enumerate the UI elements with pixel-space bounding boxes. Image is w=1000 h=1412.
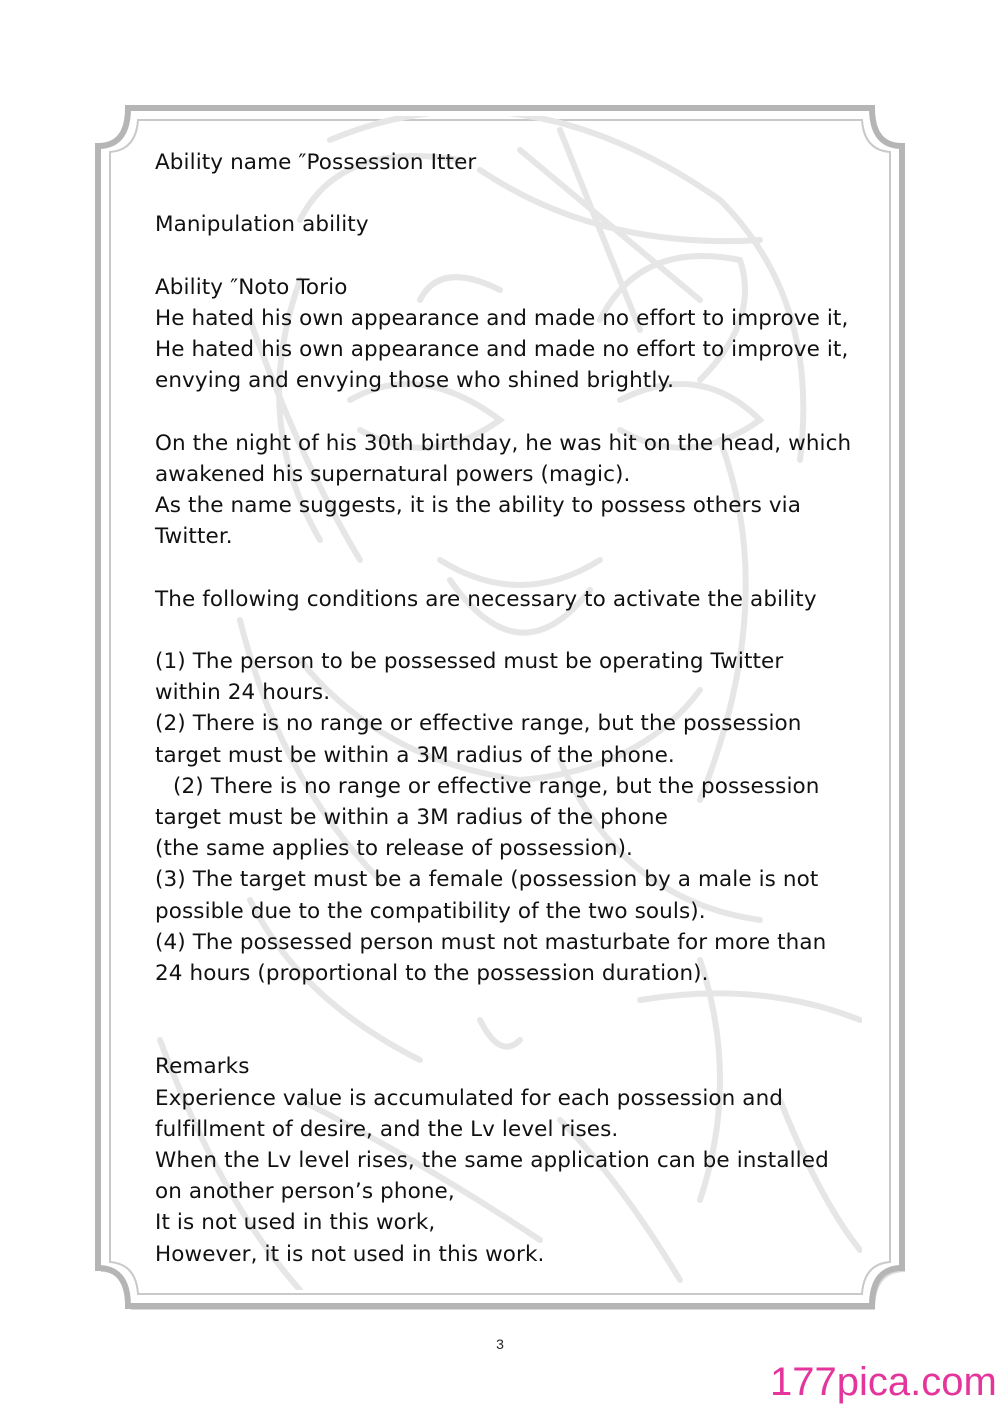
text-line: He hated his own appearance and made no effort to improve it, xyxy=(155,305,849,331)
text-line: However, it is not used in this work. xyxy=(155,1241,545,1267)
text-line: 24 hours (proportional to the possession duration). xyxy=(155,960,709,986)
blank-line xyxy=(155,989,875,1020)
text-line: possible due to the compatibility of the two souls). xyxy=(155,898,706,924)
document-body xyxy=(155,147,875,1270)
text-line: (1) The person to be possessed must be operating Twitter xyxy=(155,649,784,674)
text-line: Twitter. xyxy=(155,524,233,550)
text-line: Ability name ″Possession Itter xyxy=(155,150,477,175)
text-line: (3) The target must be a female (possession by a male is not xyxy=(155,867,819,893)
text-line: awakened his supernatural powers (magic). xyxy=(155,461,631,487)
text-line: target must be within a 3M radius of the phone xyxy=(155,804,668,830)
text-line: Manipulation ability xyxy=(155,212,369,238)
text-line: within 24 hours. xyxy=(155,680,331,706)
text-line: Remarks xyxy=(155,1054,250,1080)
text-line: on another person’s phone, xyxy=(155,1179,455,1205)
text-line: (the same applies to release of possession). xyxy=(155,836,633,862)
watermark-text: 177pica.com xyxy=(770,1360,997,1404)
blank-line xyxy=(155,552,875,583)
blank-line xyxy=(155,241,875,272)
page-number: 3 xyxy=(496,1336,504,1352)
text-line: Ability ″Noto Torio xyxy=(155,274,348,300)
blank-line xyxy=(155,397,875,428)
text-line: target must be within a 3M radius of the phone. xyxy=(155,742,675,768)
text-line: On the night of his 30th birthday, he was hit on the head, which xyxy=(155,430,852,456)
blank-line xyxy=(155,1020,875,1051)
text-line: (4) The possessed person must not masturbate for more than xyxy=(155,929,827,955)
blank-line xyxy=(155,178,875,209)
text-line: The following conditions are necessary to activate the ability xyxy=(155,586,817,612)
blank-line xyxy=(155,615,875,646)
text-line: (2) There is no range or effective range, but the possession xyxy=(173,773,820,799)
text-line: It is not used in this work, xyxy=(155,1210,436,1236)
text-line: He hated his own appearance and made no effort to improve it, xyxy=(155,337,849,363)
text-line: As the name suggests, it is the ability to possess others via xyxy=(155,493,801,519)
text-line: fulfillment of desire, and the Lv level rises. xyxy=(155,1116,619,1142)
text-line: Experience value is accumulated for each possession and xyxy=(155,1085,784,1111)
text-line: (2) There is no range or effective range, but the possession xyxy=(155,711,802,737)
text-line: envying and envying those who shined brightly. xyxy=(155,368,675,394)
text-line: When the Lv level rises, the same application can be installed xyxy=(155,1148,829,1173)
